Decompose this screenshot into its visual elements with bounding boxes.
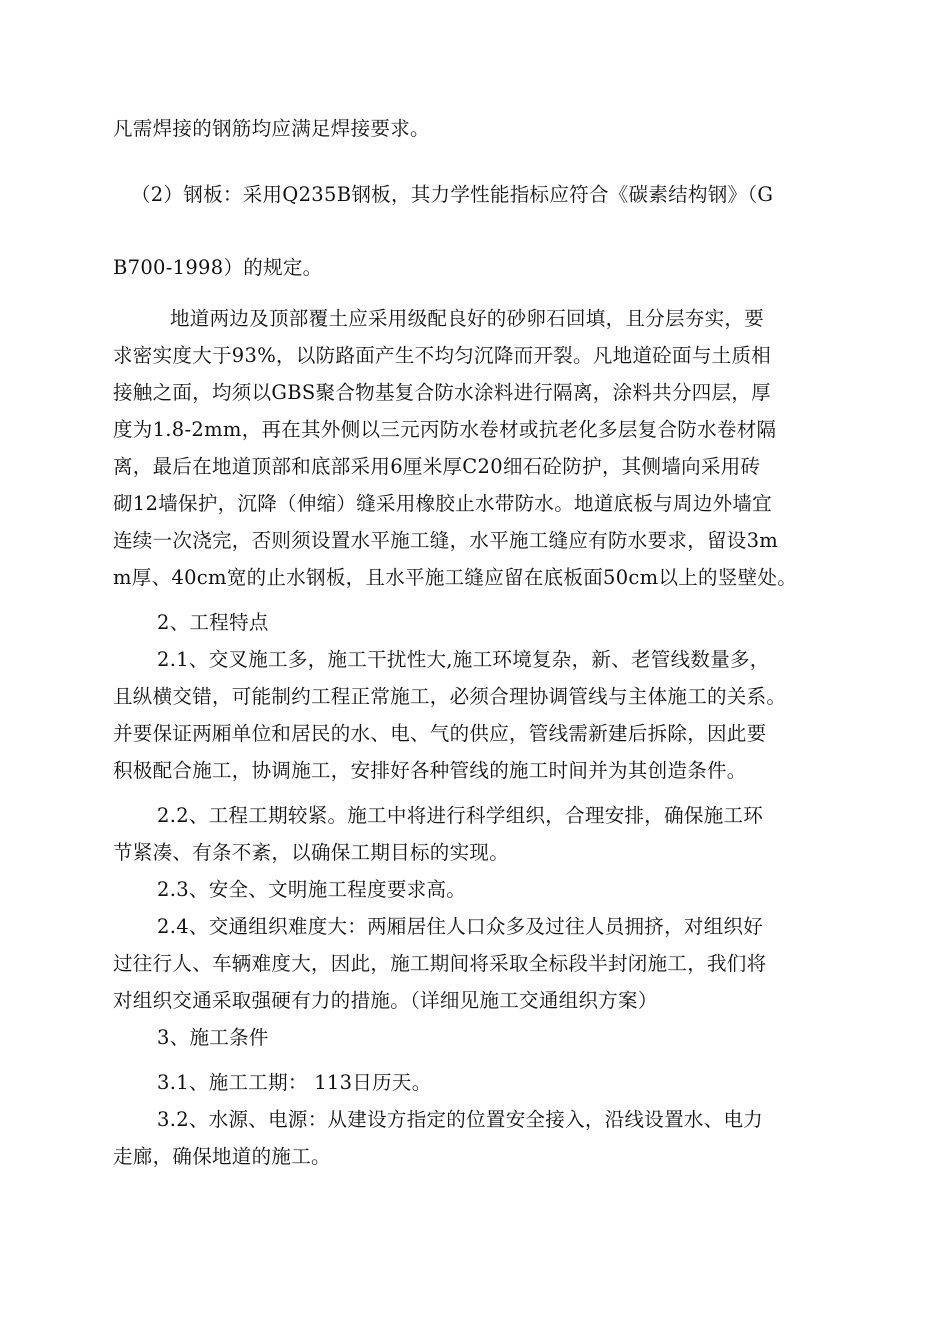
text-line: 地道两边及顶部覆土应采用级配良好的砂卵石回填，且分层夯实，要 <box>170 307 765 330</box>
text-line: （2）钢板：采用Q235B钢板，其力学性能指标应符合《碳素结构钢》（G <box>131 183 774 206</box>
text-line: 砌12墙保护，沉降（伸缩）缝采用橡胶止水带防水。地道底板与周边外墙宜 <box>113 492 773 515</box>
text-line: 积极配合施工，协调施工，安排好各种管线的施工时间并为其创造条件。 <box>113 759 747 782</box>
text-line: 过往行人、车辆难度大，因此，施工期间将采取全标段半封闭施工，我们将 <box>113 952 767 975</box>
text-line: 走廊，确保地道的施工。 <box>113 1145 331 1168</box>
text-line: 连续一次浇完，否则须设置水平施工缝，水平施工缝应有防水要求，留设3m <box>113 529 779 552</box>
text-line: 对组织交通采取强硬有力的措施。（详细见施工交通组织方案） <box>113 989 658 1012</box>
text-line: 求密实度大于93%，以防路面产生不均匀沉降而开裂。凡地道砼面与土质相 <box>113 344 772 367</box>
text-line: B700-1998）的规定。 <box>113 256 323 279</box>
text-line: m厚、40cm宽的止水钢板，且水平施工缝应留在底板面50cm以上的竖壁处。 <box>113 566 798 589</box>
text-line: 节紧凑、有条不紊，以确保工期目标的实现。 <box>113 841 510 864</box>
section-heading: 3、施工条件 <box>157 1026 269 1049</box>
text-line: 凡需焊接的钢筋均应满足焊接要求。 <box>113 117 430 140</box>
text-line: 3.2、水源、电源：从建设方指定的位置安全接入，沿线设置水、电力 <box>157 1108 764 1131</box>
text-line: 2.3、安全、文明施工程度要求高。 <box>157 878 467 901</box>
text-line: 2.2、工程工期较紧。施工中将进行科学组织，合理安排，确保施工环 <box>157 804 764 827</box>
text-line: 2.1、交叉施工多，施工干扰性大,施工环境复杂，新、老管线数量多， <box>157 648 770 671</box>
text-line: 3.1、施工工期： 113日历天。 <box>157 1071 432 1094</box>
text-line: 接触之面，均须以GBS聚合物基复合防水涂料进行隔离，涂料共分四层，厚 <box>113 381 771 404</box>
text-line: 2.4、交通组织难度大：两厢居住人口众多及过往人员拥挤，对组织好 <box>157 915 764 938</box>
text-line: 且纵横交错，可能制约工程正常施工，必须合理协调管线与主体施工的关系。 <box>113 685 787 708</box>
section-heading: 2、工程特点 <box>157 611 269 634</box>
text-line: 离，最后在地道顶部和底部采用6厘米厚C20细石砼防护，其侧墙向采用砖 <box>113 455 761 478</box>
text-line: 并要保证两厢单位和居民的水、电、气的供应，管线需新建后拆除，因此要 <box>113 722 767 745</box>
text-line: 度为1.8-2mm，再在其外侧以三元丙防水卷材或抗老化多层复合防水卷材隔 <box>113 418 777 441</box>
